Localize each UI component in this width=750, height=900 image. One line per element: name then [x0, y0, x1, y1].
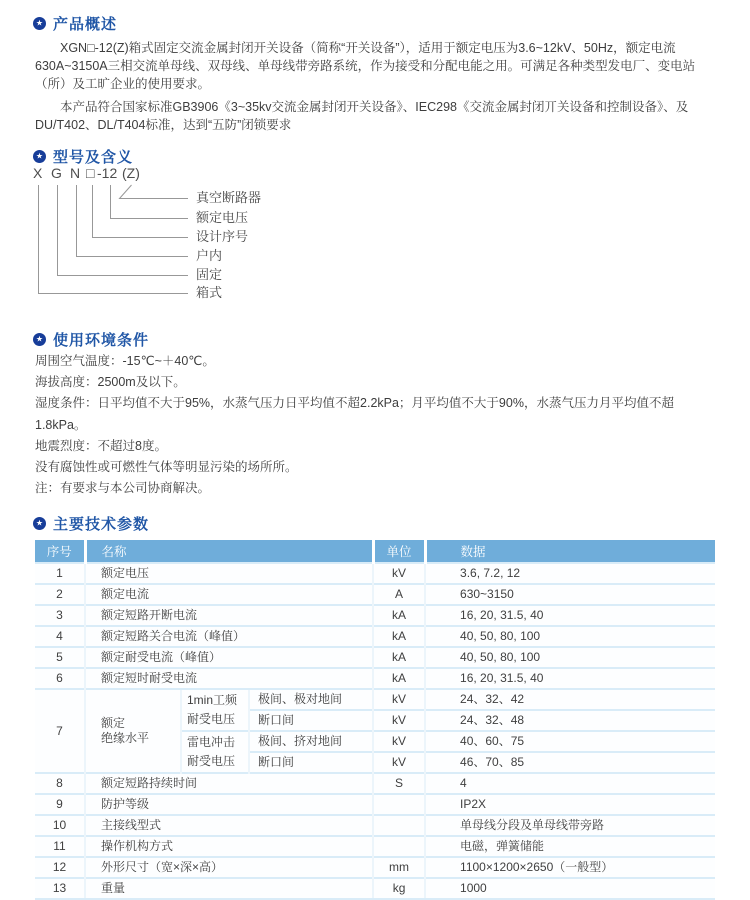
- table-row: [35, 794, 715, 815]
- cell-name: 操作机构方式: [85, 836, 373, 857]
- overview-paragraph-2: 本产品符合国家标准GB3906《3~35kv交流金属封闭开关设备》、IEC298《交流金属封闭丌关设备和控制设备》、及DU/T402、DL/T404标准，达到“五防”闭锁要求: [35, 100, 689, 132]
- model-code-segment: N: [70, 165, 81, 181]
- table-row: [35, 668, 715, 689]
- table-row: [35, 836, 715, 857]
- cell-no: 10: [35, 815, 85, 836]
- section-title-text: 使用环境条件: [53, 332, 150, 349]
- model-code-segment: (Z): [122, 165, 140, 181]
- cell-unit: S: [373, 773, 425, 794]
- model-label-box-type: 箱式: [196, 285, 223, 300]
- section-star-icon: ★: [33, 150, 46, 163]
- table-row: [35, 815, 715, 836]
- cell-unit: kg: [373, 878, 425, 900]
- cell-name: 额定电压: [85, 563, 373, 584]
- cell-unit: [373, 836, 425, 857]
- environment-condition-line: 没有腐蚀性或可燃性气体等明显污染的场所所。: [35, 460, 298, 475]
- environment-condition-line: 注：有要求与本公司协商解决。: [35, 481, 211, 496]
- section-star-icon: ★: [33, 333, 46, 346]
- cell-scope: 极间、挤对地间: [249, 731, 373, 752]
- cell-unit: A: [373, 584, 425, 605]
- cell-data: 1100×1200×2650（一般型）: [425, 857, 715, 878]
- model-label-vacuum-breaker: 真空断路器: [196, 190, 262, 205]
- model-designation-diagram: [0, 165, 750, 310]
- cell-no: 13: [35, 878, 85, 900]
- cell-unit: [373, 794, 425, 815]
- environment-condition-line: 周围空气温度：-15℃~＋40℃。: [35, 354, 215, 368]
- column-header-name: 名称: [85, 540, 373, 563]
- table-row: [35, 626, 715, 647]
- overview-paragraphs: [35, 39, 715, 134]
- table-row: [35, 605, 715, 626]
- cell-data: 16, 20, 31.5, 40: [425, 605, 715, 626]
- cell-no: 6: [35, 668, 85, 689]
- cell-data: 40、60、75: [425, 731, 715, 752]
- model-label-indoor: 户内: [196, 248, 223, 263]
- table-row: [35, 773, 715, 794]
- table-header-row: [35, 540, 715, 563]
- cell-name: 额定电流: [85, 584, 373, 605]
- table-row: [35, 584, 715, 605]
- table-row: [35, 857, 715, 878]
- model-code-segment: -12: [97, 165, 118, 181]
- overview-paragraph-1: XGN□-12(Z)箱式固定交流金属封闭开关设备（简称“开关设备”），适用于额定电压为3.6~12kV、50Hz，额定电流630A~3150A三相交流单母线、双母线、单母线带旁路系统，作为接受和分配电能之用。可满足各种类型发电厂、变电站（所）及工旷企业的使用要求。: [35, 41, 696, 91]
- cell-unit: kA: [373, 605, 425, 626]
- cell-unit: kV: [373, 731, 425, 752]
- cell-unit: kV: [373, 563, 425, 584]
- table-row: [35, 563, 715, 584]
- table-row: [35, 647, 715, 668]
- cell-no: 11: [35, 836, 85, 857]
- parameters-table: [35, 540, 715, 900]
- cell-name: 主接线型式: [85, 815, 373, 836]
- cell-name: 额定 绝缘水平: [85, 689, 181, 773]
- model-diagram-lines: [0, 165, 750, 310]
- model-code-segment: G: [51, 165, 62, 181]
- cell-name: 重量: [85, 878, 373, 900]
- cell-data: 46、70、85: [425, 752, 715, 773]
- cell-subname: 1min工频 耐受电压: [181, 689, 249, 731]
- section-title-text: 主要技术参数: [53, 516, 150, 533]
- section-title-text: 型号及含义: [53, 149, 134, 166]
- cell-data: 24、32、42: [425, 689, 715, 710]
- model-label-fixed: 固定: [196, 267, 223, 282]
- cell-scope: 断口间: [249, 710, 373, 731]
- cell-name: 额定短时耐受电流: [85, 668, 373, 689]
- section-title-overview: [33, 13, 117, 34]
- section-star-icon: ★: [33, 17, 46, 30]
- cell-unit: kV: [373, 689, 425, 710]
- cell-no: 7: [35, 689, 85, 773]
- cell-data: 40, 50, 80, 100: [425, 626, 715, 647]
- cell-data: 3.6, 7.2, 12: [425, 563, 715, 584]
- cell-unit: kA: [373, 647, 425, 668]
- column-header-data: 数据: [425, 540, 715, 563]
- cell-unit: kV: [373, 752, 425, 773]
- model-code-segment: X: [33, 165, 43, 181]
- cell-name: 额定短路持续时间: [85, 773, 373, 794]
- cell-data: 24、32、48: [425, 710, 715, 731]
- cell-unit: mm: [373, 857, 425, 878]
- section-title-parameters: [33, 513, 149, 534]
- cell-unit: [373, 815, 425, 836]
- environment-condition-line: 湿度条件：日平均值不大于95%，水蒸气压力日平均值不超2.2kPa；月平均值不大于90%，水蒸气压力月平均值不超1.8kPa。: [35, 396, 674, 432]
- environment-condition-line: 地震烈度：不超过8度。: [35, 438, 167, 453]
- cell-no: 9: [35, 794, 85, 815]
- cell-scope: 断口间: [249, 752, 373, 773]
- environment-conditions-list: [35, 351, 725, 499]
- cell-data: 40, 50, 80, 100: [425, 647, 715, 668]
- cell-data: 电磁，弹簧储能: [425, 836, 715, 857]
- cell-name: 外形尺寸（宽×深×高）: [85, 857, 373, 878]
- cell-data: 1000: [425, 878, 715, 900]
- section-title-text: 产品概述: [53, 16, 118, 33]
- cell-no: 2: [35, 584, 85, 605]
- cell-no: 3: [35, 605, 85, 626]
- cell-data: 4: [425, 773, 715, 794]
- cell-data: 630~3150: [425, 584, 715, 605]
- model-code-segment: □: [86, 165, 95, 181]
- cell-unit: kA: [373, 626, 425, 647]
- cell-data: 单母线分段及单母线带旁路: [425, 815, 715, 836]
- cell-name: 额定短路开断电流: [85, 605, 373, 626]
- cell-no: 8: [35, 773, 85, 794]
- cell-unit: kV: [373, 710, 425, 731]
- model-label-design-serial: 设计序号: [196, 229, 249, 244]
- cell-name: 额定短路关合电流（峰值）: [85, 626, 373, 647]
- cell-data: IP2X: [425, 794, 715, 815]
- column-header-unit: 单位: [373, 540, 425, 563]
- column-header-no: 序号: [35, 540, 85, 563]
- cell-scope: 极间、极对地间: [249, 689, 373, 710]
- section-star-icon: ★: [33, 517, 46, 530]
- cell-unit: kA: [373, 668, 425, 689]
- model-label-rated-voltage: 额定电压: [196, 210, 249, 225]
- section-title-environment: [33, 329, 149, 350]
- cell-name: 防护等级: [85, 794, 373, 815]
- cell-no: 1: [35, 563, 85, 584]
- cell-subname: 雷电冲击 耐受电压: [181, 731, 249, 773]
- cell-no: 4: [35, 626, 85, 647]
- section-title-model: [33, 146, 133, 167]
- cell-no: 12: [35, 857, 85, 878]
- environment-condition-line: 海拔高度：2500m及以下。: [35, 375, 186, 390]
- cell-no: 5: [35, 647, 85, 668]
- table-row: [35, 689, 715, 710]
- cell-name: 额定耐受电流（峰值）: [85, 647, 373, 668]
- table-row: [35, 878, 715, 900]
- cell-data: 16, 20, 31.5, 40: [425, 668, 715, 689]
